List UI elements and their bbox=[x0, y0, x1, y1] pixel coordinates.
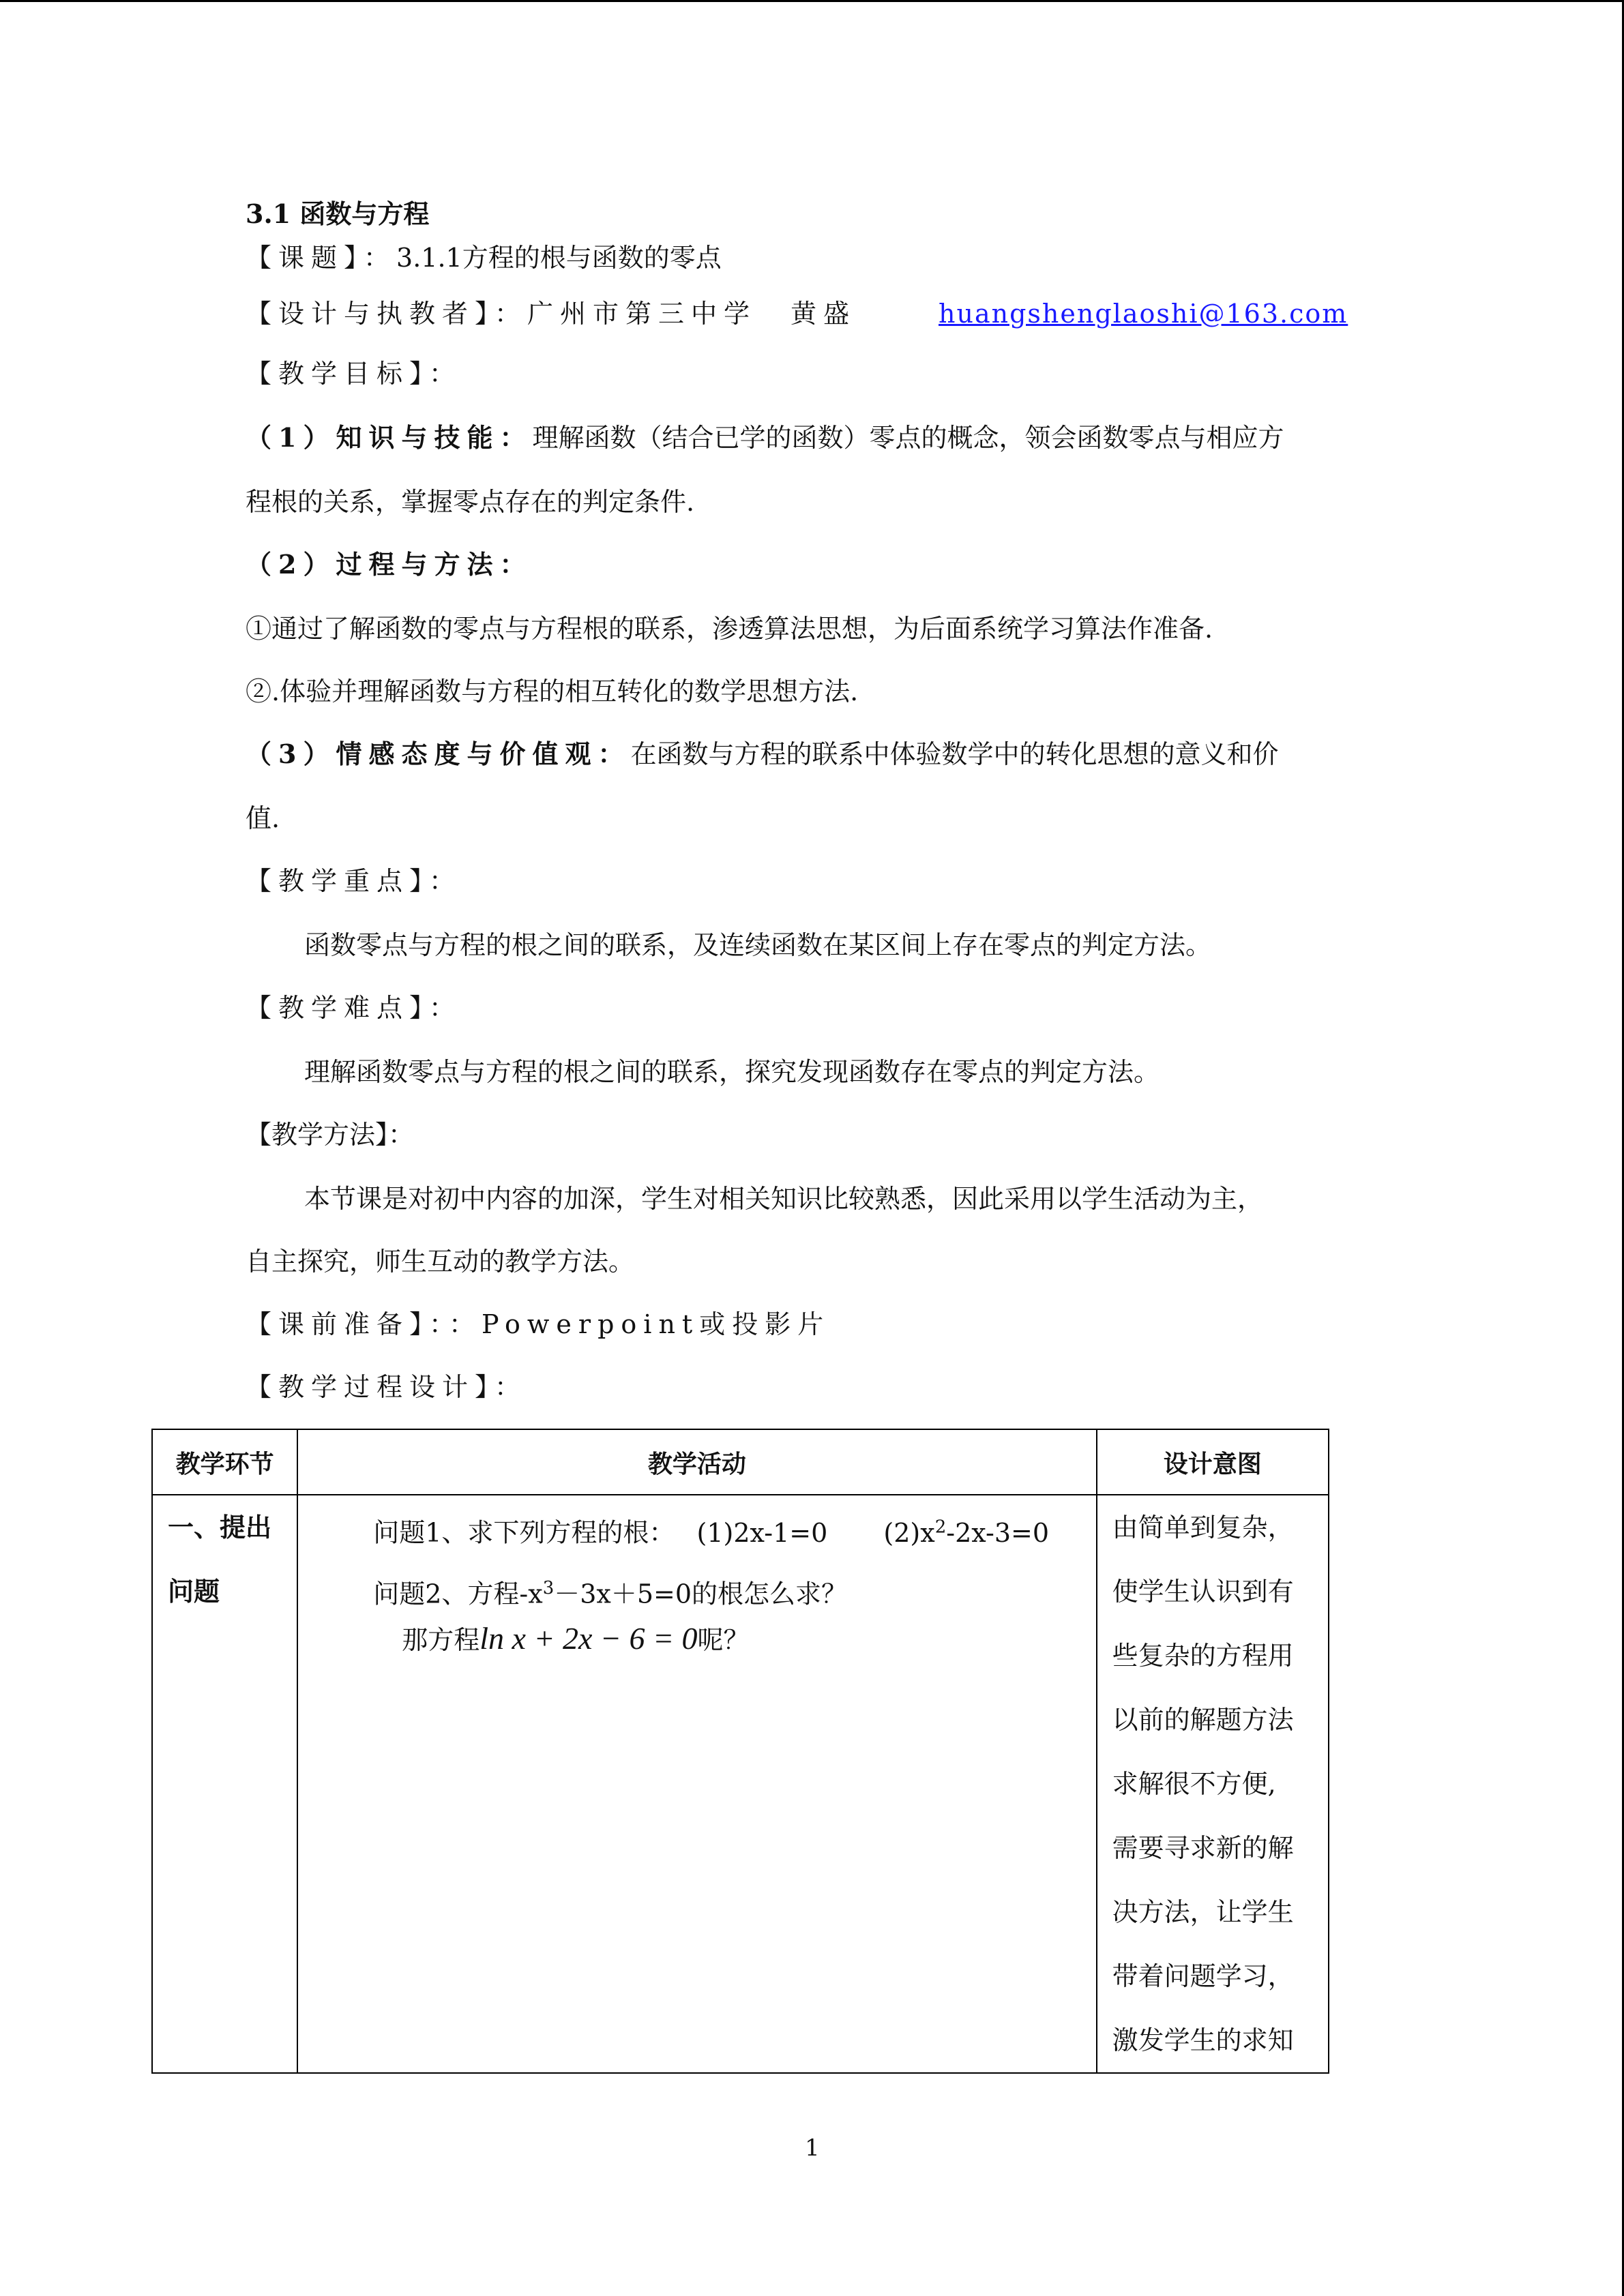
difficulty-text: 理解函数零点与方程的根之间的联系，探究发现函数存在零点的判定方法。 bbox=[304, 1057, 1160, 1087]
process-item-1: ①通过了解函数的零点与方程根的联系，渗透算法思想，为后面系统学习算法作准备. bbox=[246, 614, 1213, 644]
emotion-text-1: 在函数与方程的联系中体验数学中的转化思想的意义和价 bbox=[630, 739, 1279, 769]
question-1-prefix: 问题1、求下列方程的根： bbox=[373, 1517, 675, 1548]
intent-line-8: 带着问题学习， bbox=[1112, 1961, 1294, 1991]
topic-line bbox=[246, 241, 722, 274]
designer-email-link[interactable]: huangshenglaoshi@163.com bbox=[939, 299, 1348, 329]
question-3 bbox=[402, 1622, 749, 1656]
equation-1b-post: -2x-3=0 bbox=[946, 1517, 1050, 1548]
header-stage: 教学环节 bbox=[152, 1429, 297, 1495]
difficulty-label: 【教学难点】： bbox=[246, 993, 462, 1023]
knowledge-text-1: 理解函数（结合已学的函数）零点的概念，领会函数零点与相应方 bbox=[532, 423, 1284, 453]
designer-name: 黄盛 bbox=[791, 299, 857, 329]
emotion-line bbox=[246, 738, 1278, 771]
page-top-border bbox=[0, 0, 1624, 2]
objectives-label: 【教学目标】： bbox=[246, 359, 462, 389]
intent-line-7: 决方法，让学生 bbox=[1112, 1897, 1294, 1927]
equation-1b-pre: (2)x bbox=[883, 1517, 935, 1548]
header-activity: 教学活动 bbox=[297, 1429, 1096, 1495]
process-item-2: ②.体验并理解函数与方程的相互转化的数学思想方法. bbox=[246, 676, 859, 706]
process-label: （2）过程与方法： bbox=[246, 549, 533, 580]
intent-line-9: 激发学生的求知 bbox=[1112, 2025, 1294, 2055]
question-2-sup: 3 bbox=[542, 1578, 555, 1598]
activity-cell bbox=[297, 1495, 1096, 2073]
question-3-post: 呢？ bbox=[697, 1625, 750, 1655]
table-row bbox=[152, 1495, 1329, 2073]
question-3-pre: 那方程 bbox=[402, 1625, 480, 1655]
designer-label: 【设计与执教者】：广州市第三中学 bbox=[246, 299, 757, 329]
designer-line bbox=[246, 297, 1378, 330]
method-label: 【教学方法】： bbox=[246, 1120, 415, 1150]
topic-label: 【课题】： bbox=[246, 243, 397, 273]
key-point-text: 函数零点与方程的根之间的联系，及连续函数在某区间上存在零点的判定方法。 bbox=[304, 930, 1212, 960]
intent-cell bbox=[1097, 1495, 1329, 2073]
header-intent: 设计意图 bbox=[1097, 1429, 1329, 1495]
section-title: 3.1 函数与方程 bbox=[246, 198, 430, 229]
question-2 bbox=[373, 1572, 847, 1611]
emotion-text-2: 值. bbox=[246, 803, 280, 833]
emotion-label: （3）情感态度与价值观： bbox=[246, 739, 631, 769]
knowledge-text-2: 程根的关系，掌握零点存在的判定条件. bbox=[246, 487, 695, 517]
question-1 bbox=[373, 1510, 1049, 1549]
intent-line-3: 些复杂的方程用 bbox=[1112, 1641, 1294, 1671]
question-2-pre: 问题2、方程-x bbox=[373, 1579, 543, 1609]
method-text-1: 本节课是对初中内容的加深，学生对相关知识比较熟悉，因此采用以学生活动为主， bbox=[304, 1184, 1264, 1214]
knowledge-line bbox=[246, 421, 1284, 454]
process-design-label: 【教学过程设计】： bbox=[246, 1372, 528, 1402]
stage-cell bbox=[152, 1495, 297, 2073]
topic-value: 3.1.1方程的根与函数的零点 bbox=[396, 243, 722, 273]
table-header-row bbox=[152, 1429, 1329, 1495]
equation-1b bbox=[883, 1518, 1049, 1548]
equation-1a: (1)2x-1=0 bbox=[696, 1517, 828, 1548]
intent-line-2: 使学生认识到有 bbox=[1112, 1577, 1294, 1607]
method-text-2: 自主探究，师生互动的教学方法。 bbox=[246, 1247, 635, 1277]
key-point-label: 【教学重点】： bbox=[246, 866, 462, 896]
intent-line-4: 以前的解题方法 bbox=[1112, 1705, 1294, 1735]
page-number: 1 bbox=[805, 2134, 820, 2162]
question-2-post: －3x＋5=0的根怎么求？ bbox=[554, 1579, 848, 1609]
preparation-line: 【课前准备】：：Powerpoint或投影片 bbox=[246, 1309, 831, 1339]
equation-1b-sup: 2 bbox=[934, 1517, 947, 1537]
intent-line-6: 需要寻求新的解 bbox=[1112, 1833, 1294, 1863]
intent-line-1: 由简单到复杂， bbox=[1112, 1512, 1294, 1542]
intent-line-5: 求解很不方便, bbox=[1112, 1769, 1276, 1799]
knowledge-label: （1）知识与技能： bbox=[246, 422, 533, 453]
stage-line-2: 问题 bbox=[168, 1576, 220, 1607]
stage-line-1: 一、提出 bbox=[168, 1512, 272, 1542]
question-3-math: ln x + 2x − 6 = 0 bbox=[479, 1621, 698, 1656]
lesson-process-table bbox=[151, 1429, 1329, 2074]
